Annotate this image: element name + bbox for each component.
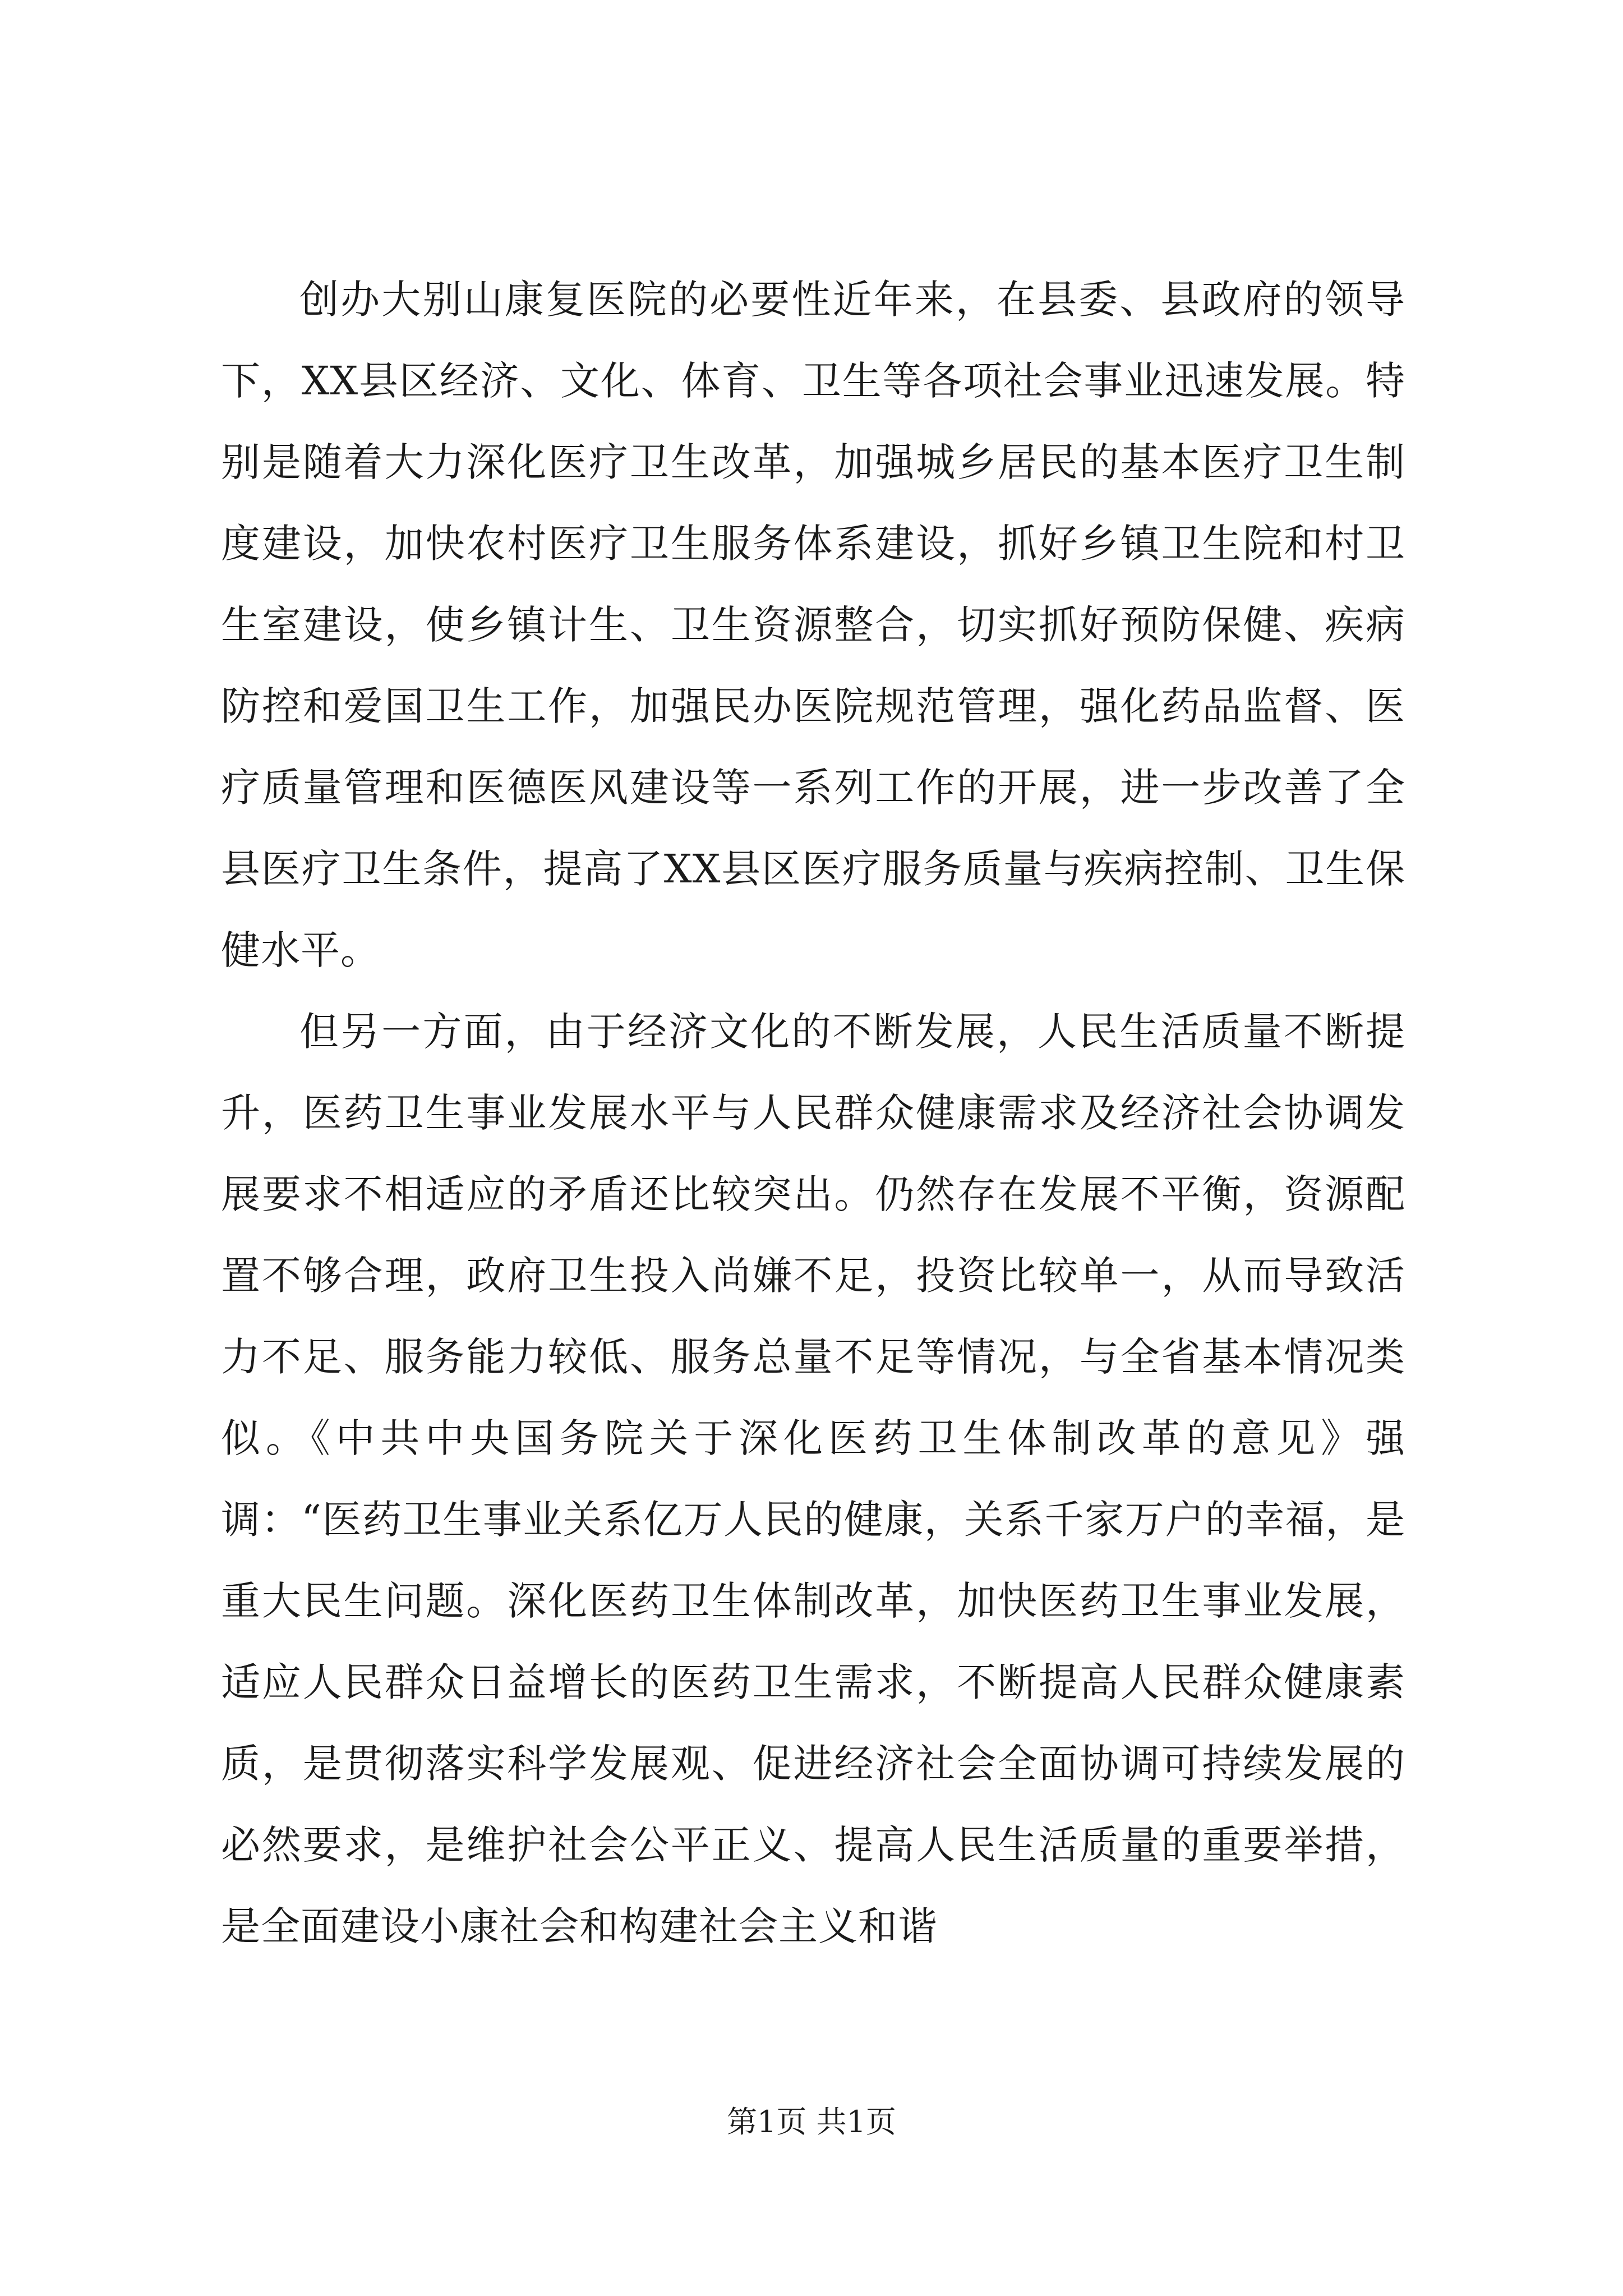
- page-footer: 第1页 共1页: [727, 2104, 896, 2139]
- paragraph-1: 创办大别山康复医院的必要性近年来，在县委、县政府的领导下，XX县区经济、文化、体育、卫生等各项社会事业迅速发展。特别是随着大力深化医疗卫生改革，加强城乡居民的基本医疗卫生制度建设，加快农村医疗卫生服务体系建设，抓好乡镇卫生院和村卫生室建设，使乡镇计生、卫生资源整合，切实抓好预防保健、疾病防控和爱国卫生工作，加强民办医院规范管理，强化药品监督、医疗质量管理和医德医风建设等一系列工作的开展，进一步改善了全县医疗卫生条件，提高了XX县区医疗服务质量与疾病控制、卫生保健水平。: [221, 277, 1405, 973]
- document-body: [221, 259, 1405, 1967]
- paragraph-2: 但另一方面，由于经济文化的不断发展，人民生活质量不断提升，医药卫生事业发展水平与人民群众健康需求及经济社会协调发展要求不相适应的矛盾还比较突出。仍然存在发展不平衡，资源配置不够合理，政府卫生投入尚嫌不足，投资比较单一，从而导致活力不足、服务能力较低、服务总量不足等情况，与全省基本情况类似。《中共中央国务院关于深化医药卫生体制改革的意见》强调：“医药卫生事业关系亿万人民的健康，关系千家万户的幸福，是重大民生问题。深化医药卫生体制改革，加快医药卫生事业发展，适应人民群众日益增长的医药卫生需求，不断提高人民群众健康素质，是贯彻落实科学发展观、促进经济社会全面协调可持续发展的必然要求，是维护社会公平正义、提高人民生活质量的重要举措，是全面建设小康社会和构建社会主义和谐: [221, 1009, 1405, 1949]
